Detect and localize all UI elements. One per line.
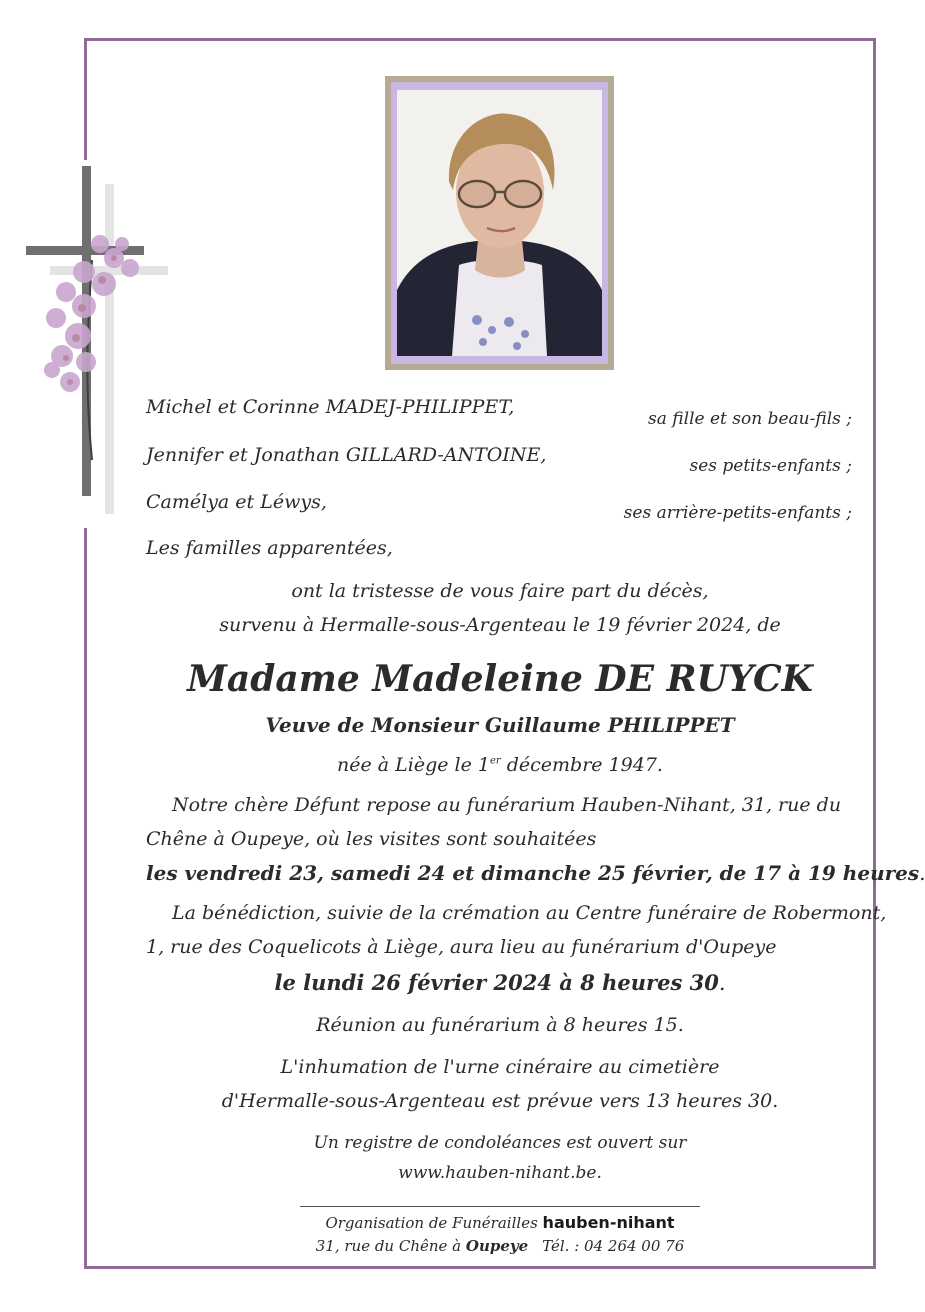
visits-paragraph: [146, 788, 925, 890]
meeting-line: Réunion au funérarium à 8 heures 15.: [316, 1014, 684, 1036]
relation-line-2: ses petits-enfants ;: [689, 456, 852, 476]
announcement-line-2: survenu à Hermalle-sous-Argenteau le 19 février 2024, de: [219, 614, 781, 636]
birth-suffix: décembre 1947.: [500, 754, 663, 776]
visits-line-2: Chêne à Oupeye, où les visites sont souhaitées: [146, 828, 597, 850]
ceremony-date: [84, 970, 916, 995]
relation-line-1: sa fille et son beau-fils ;: [648, 409, 852, 429]
birth-prefix: née à Liège le 1: [337, 754, 490, 776]
footer-org-prefix: Organisation de Funérailles: [325, 1214, 543, 1232]
family-line-2: Jennifer et Jonathan GILLARD-ANTOINE,: [146, 444, 547, 466]
brand-logo-text: hauben-nihant: [542, 1213, 675, 1232]
ceremony-paragraph: [146, 896, 887, 964]
footer-address: [84, 1237, 916, 1255]
relation-line-3: ses arrière-petits-enfants ;: [623, 503, 852, 523]
visits-dates-bold: les vendredi 23, samedi 24 et dimanche 25 février, de 17 à 19 heures: [146, 861, 920, 885]
birth-sup: er: [489, 755, 501, 767]
burial-line-2: d'Hermalle-sous-Argenteau est prévue vers 13 heures 30.: [221, 1090, 779, 1112]
footer-organisation: [84, 1213, 916, 1232]
portrait-photo: [397, 90, 602, 354]
ceremony-line-2: 1, rue des Coquelicots à Liège, aura lieu au funérarium d'Oupeye: [146, 936, 777, 958]
ceremony-date-bold: le lundi 26 février 2024 à 8 heures 30: [274, 970, 719, 995]
widow-line: Veuve de Monsieur Guillaume PHILIPPET: [265, 713, 735, 737]
register-url[interactable]: www.hauben-nihant.be.: [398, 1163, 602, 1183]
portrait-mat: [391, 82, 608, 364]
visits-line-1: Notre chère Défunt repose au funérarium Hauben-Nihant, 31, rue du: [172, 794, 842, 816]
ceremony-date-end: .: [718, 971, 726, 995]
footer-city: Oupeye: [465, 1237, 529, 1255]
family-line-3: Camélya et Léwys,: [146, 491, 327, 513]
family-line-4: Les familles apparentées,: [146, 537, 393, 559]
footer-address-prefix: 31, rue du Chêne à: [315, 1237, 466, 1255]
footer-phone: Tél. : 04 264 00 76: [542, 1237, 685, 1255]
footer-divider: [300, 1206, 700, 1207]
register-line-1: Un registre de condoléances est ouvert sur: [313, 1133, 687, 1153]
portrait-frame: [385, 76, 614, 370]
deceased-name: Madame Madeleine DE RUYCK: [187, 658, 813, 700]
family-line-1: Michel et Corinne MADEJ-PHILIPPET,: [146, 396, 515, 418]
visits-dates: [146, 856, 925, 890]
birth-line: [84, 754, 916, 776]
ceremony-line-1: La bénédiction, suivie de la crémation au Centre funéraire de Robermont,: [172, 902, 887, 924]
burial-line-1: L'inhumation de l'urne cinéraire au cimetière: [280, 1056, 720, 1078]
announcement-line-1: ont la tristesse de vous faire part du décès,: [291, 580, 709, 602]
visits-dates-end: .: [919, 861, 925, 885]
cross-with-orchid-icon: [22, 160, 182, 530]
